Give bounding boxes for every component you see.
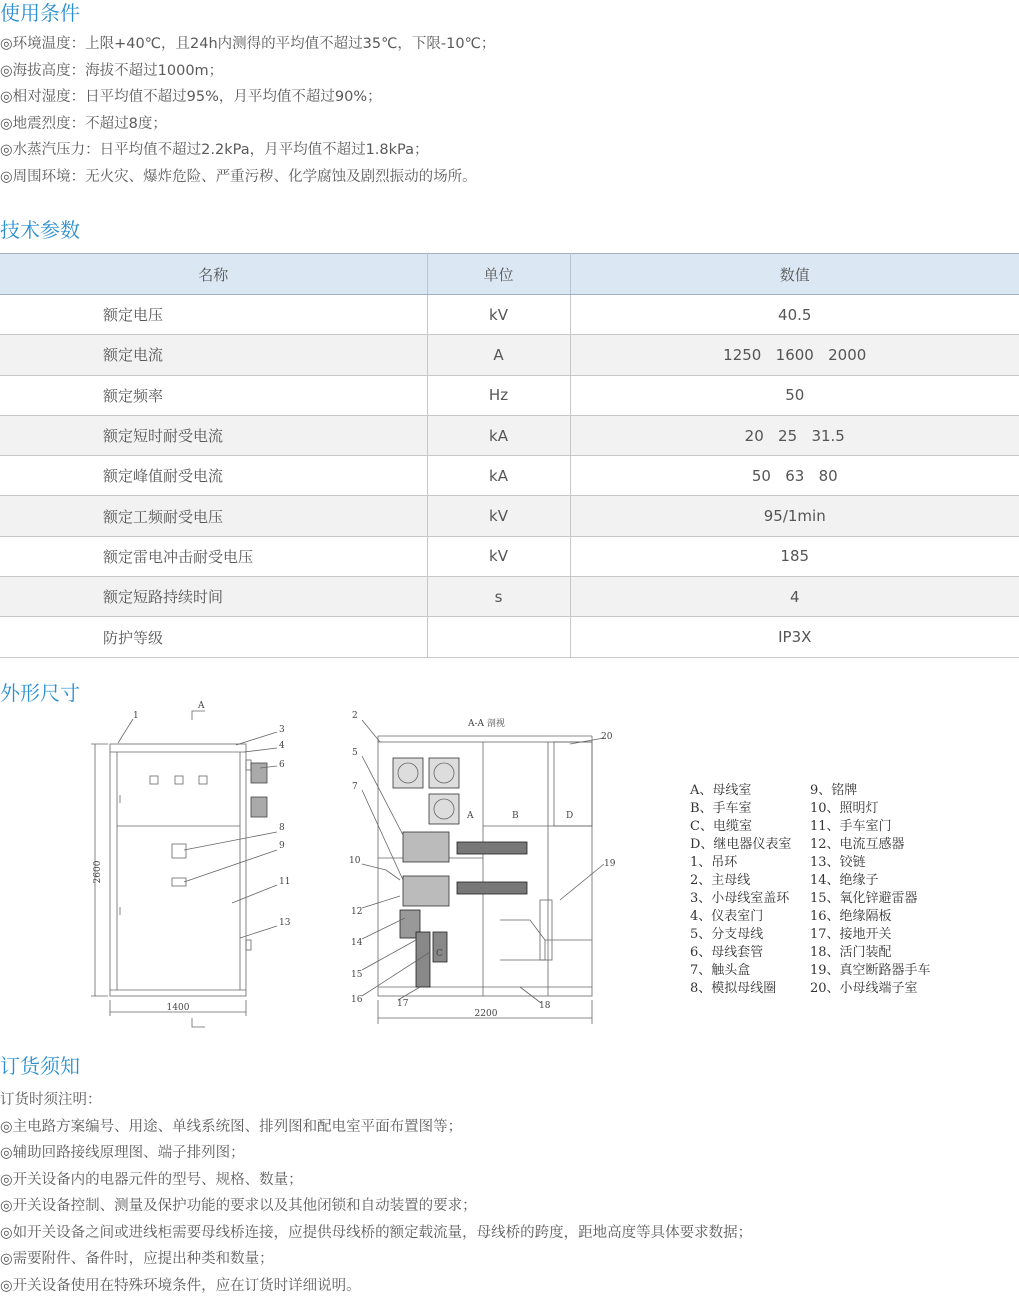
param-value: IP3X [570,617,1019,657]
callout: 8 [279,823,285,833]
side-width-label: 2200 [475,1009,498,1019]
legend-item: 20、小母线端子室 [810,980,931,998]
callout: 14 [351,938,363,948]
dimensions-title: 外形尺寸 [0,677,80,706]
param-unit: kV [427,536,570,576]
callout: 1 [133,711,139,721]
param-name: 额定电压 [0,295,427,335]
ordering-item: ◎辅助回路接线原理图、端子排列图； [0,1140,752,1167]
tech-title: 技术参数 [0,214,80,243]
table-row [0,617,1019,657]
param-value: 40.5 [570,295,1019,335]
legend-right [810,782,931,998]
legend-item: A、母线室 [690,782,791,800]
legend-item: C、电缆室 [690,818,791,836]
usage-title: 使用条件 [0,0,80,26]
front-height-label: 2600 [93,860,103,883]
usage-item: ◎周围环境：无火灾、爆炸危险、严重污秽、化学腐蚀及剧烈振动的场所。 [0,164,495,191]
ordering-title: 订货须知 [0,1050,80,1079]
ordering-item: ◎主电路方案编号、用途、单线系统图、排列图和配电室平面布置图等； [0,1114,752,1141]
legend-item: 15、氧化锌避雷器 [810,890,931,908]
legend-item: 5、分支母线 [690,926,791,944]
callout: 7 [352,782,358,792]
usage-item: ◎相对湿度：日平均值不超过95%，月平均值不超过90%； [0,84,495,111]
callout: 10 [349,856,361,866]
legend-item: 7、触头盒 [690,962,791,980]
param-value: 1250 1600 2000 [570,335,1019,375]
room-label: C [436,949,443,959]
table-header-row [0,254,1019,295]
callout: 6 [279,760,285,770]
param-unit: A [427,335,570,375]
callout: 18 [539,1001,551,1011]
legend-item: 2、主母线 [690,872,791,890]
usage-item: ◎环境温度：上限+40℃，且24h内测得的平均值不超过35℃，下限-10℃； [0,31,495,58]
param-unit: Hz [427,375,570,415]
callout: 5 [352,748,358,758]
param-value: 185 [570,536,1019,576]
param-value: 4 [570,577,1019,617]
section-mark-top: A [197,701,205,711]
callout: 17 [397,999,409,1009]
param-value: 20 25 31.5 [570,415,1019,455]
room-label: D [566,811,573,821]
table-row [0,295,1019,335]
param-name: 额定频率 [0,375,427,415]
callout: 19 [604,859,616,869]
legend-item: 16、绝缘隔板 [810,908,931,926]
col-header-value: 数值 [570,254,1019,295]
legend-item: 3、小母线室盖环 [690,890,791,908]
table-row [0,536,1019,576]
legend-item: 12、电流互感器 [810,836,931,854]
ordering-item: ◎开关设备内的电器元件的型号、规格、数量； [0,1167,752,1194]
ordering-item: 订货时须注明： [0,1087,752,1114]
param-value: 50 [570,375,1019,415]
table-row [0,375,1019,415]
legend-item: 9、铭牌 [810,782,931,800]
ordering-item: ◎开关设备使用在特殊环境条件，应在订货时详细说明。 [0,1273,752,1299]
param-unit: kV [427,295,570,335]
param-name: 防护等级 [0,617,427,657]
legend-item: 6、母线套管 [690,944,791,962]
param-name: 额定峰值耐受电流 [0,456,427,496]
section-label: A-A 剖视 [467,717,505,729]
ordering-list [0,1087,752,1299]
callout: 12 [351,907,362,917]
param-unit [427,617,570,657]
callout: 2 [352,711,358,721]
legend-item: D、继电器仪表室 [690,836,791,854]
callout: 15 [351,970,363,980]
legend-item: 18、活门装配 [810,944,931,962]
table-row [0,456,1019,496]
usage-item: ◎地震烈度：不超过8度； [0,111,495,138]
ordering-item: ◎开关设备控制、测量及保护功能的要求以及其他闭锁和自动装置的要求； [0,1193,752,1220]
param-name: 额定电流 [0,335,427,375]
callout: 9 [279,841,285,851]
callout: 16 [351,995,363,1005]
table-row [0,415,1019,455]
legend-item: 1、吊环 [690,854,791,872]
legend-item: 11、手车室门 [810,818,931,836]
ordering-item: ◎需要附件、备件时，应提出种类和数量； [0,1246,752,1273]
param-name: 额定短路持续时间 [0,577,427,617]
legend-item: 8、模拟母线圈 [690,980,791,998]
callout: 20 [601,732,613,742]
legend-item: 14、绝缘子 [810,872,931,890]
legend-item: 17、接地开关 [810,926,931,944]
legend-item: B、手车室 [690,800,791,818]
ordering-item: ◎如开关设备之间或进线柜需要母线桥连接，应提供母线桥的额定载流量，母线桥的跨度，距地高度等具体要求数据； [0,1220,752,1247]
room-label: B [512,811,519,821]
usage-list [0,31,495,190]
tech-params-table [0,253,1019,658]
usage-item: ◎海拔高度：海拔不超过1000m； [0,58,495,85]
callout: 4 [279,741,285,751]
table-row [0,496,1019,536]
legend-item: 4、仪表室门 [690,908,791,926]
legend-item: 10、照明灯 [810,800,931,818]
param-name: 额定短时耐受电流 [0,415,427,455]
callout: 11 [279,877,290,887]
param-name: 额定雷电冲击耐受电压 [0,536,427,576]
param-unit: kA [427,415,570,455]
callout: 13 [279,918,291,928]
table-row [0,335,1019,375]
front-width-label: 1400 [167,1003,190,1013]
col-header-name: 名称 [0,254,427,295]
table-row [0,577,1019,617]
param-unit: s [427,577,570,617]
callout: 3 [279,725,285,735]
legend-item: 19、真空断路器手车 [810,962,931,980]
legend-left [690,782,791,998]
param-name: 额定工频耐受电压 [0,496,427,536]
param-value: 95/1min [570,496,1019,536]
param-unit: kA [427,456,570,496]
front-view [91,711,277,1027]
param-value: 50 63 80 [570,456,1019,496]
room-label: A [466,811,474,821]
col-header-unit: 单位 [427,254,570,295]
param-unit: kV [427,496,570,536]
side-view [362,720,604,1024]
legend-item: 13、铰链 [810,854,931,872]
usage-item: ◎水蒸汽压力：日平均值不超过2.2kPa，月平均值不超过1.8kPa； [0,137,495,164]
